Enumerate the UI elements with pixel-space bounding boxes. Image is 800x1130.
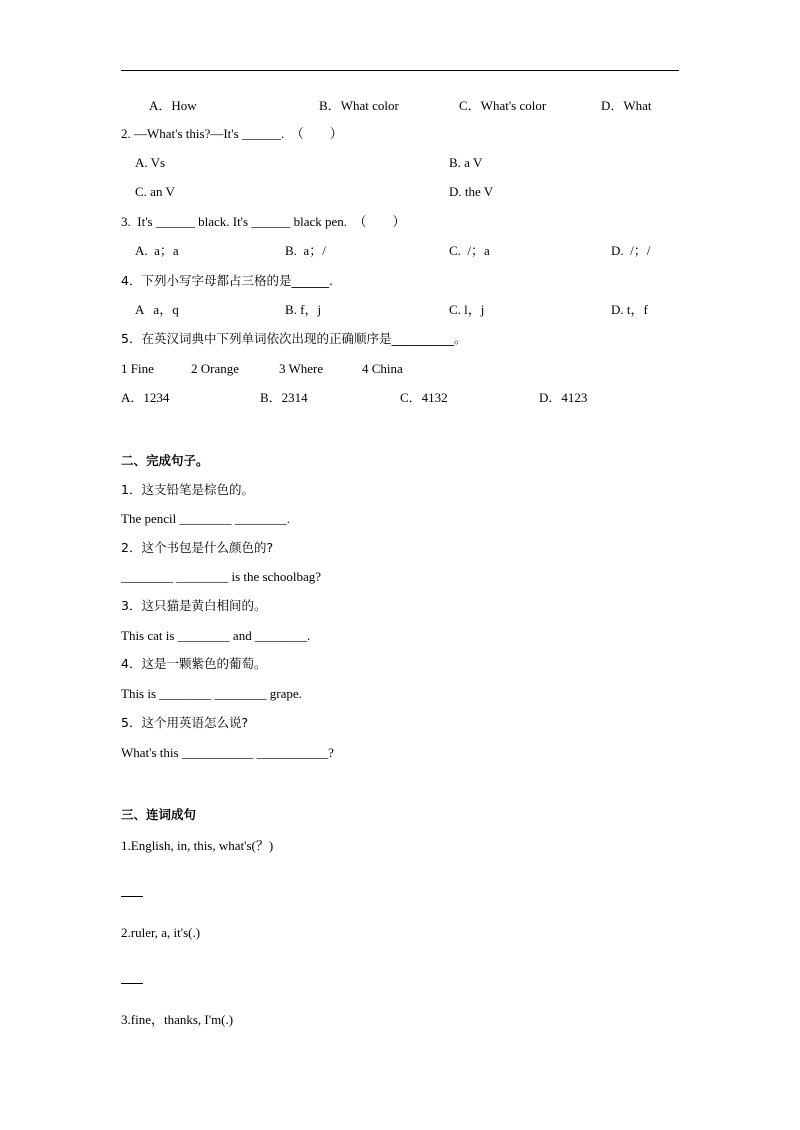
p2-item-1-chinese: 1．这支铅笔是棕色的。: [121, 482, 254, 497]
q5-option-a: A．1234: [121, 390, 170, 405]
p3-answer-line-1: [121, 896, 143, 897]
q4-option-c: C. l，j: [449, 302, 485, 317]
q4-option-d: D. t，f: [611, 302, 648, 317]
q3-option-d: D. /；/: [611, 243, 651, 258]
header-rule: [121, 70, 679, 71]
q3-option-b: B. a；/: [285, 243, 326, 258]
p2-item-5-chinese: 5．这个用英语怎么说?: [121, 715, 249, 730]
q5-option-c: C．4132: [400, 390, 448, 405]
q1-option-b: B．What color: [319, 98, 399, 113]
section-heading-word-order: 三、连词成句: [121, 807, 197, 822]
p2-item-5-english: What's this ___________ ___________?: [121, 745, 334, 760]
p2-item-4-chinese: 4．这是一颗紫色的葡萄。: [121, 656, 267, 671]
q2-option-d: D. the V: [449, 184, 494, 199]
p2-item-4-english: This is ________ ________ grape.: [121, 686, 302, 701]
q5-stem: 5．在英汉词典中下列单词依次出现的正确顺序是__________。: [121, 331, 467, 346]
p3-item-1: 1.English, in, this, what's(？): [121, 838, 274, 853]
p2-item-2-english: ________ ________ is the schoolbag?: [121, 569, 322, 584]
q5-option-d: D．4123: [539, 390, 588, 405]
q5-word-1: 1 Fine: [121, 361, 154, 376]
q1-option-a: A．How: [149, 98, 197, 113]
q2-stem: 2. —What's this?—It's ______. （ ）: [121, 126, 343, 141]
q4-option-b: B. f，j: [285, 302, 322, 317]
q2-option-c: C. an V: [135, 184, 175, 199]
p3-item-3: 3.fine，thanks, I'm(.): [121, 1012, 234, 1027]
p2-item-3-english: This cat is ________ and ________.: [121, 628, 311, 643]
p2-item-3-chinese: 3．这只猫是黄白相间的。: [121, 598, 267, 613]
p3-answer-line-2: [121, 983, 143, 984]
q2-option-a: A. Vs: [135, 155, 166, 170]
q5-word-2: 2 Orange: [191, 361, 240, 376]
q3-option-c: C. /；a: [449, 243, 490, 258]
q1-option-c: C．What's color: [459, 98, 547, 113]
q3-stem: 3. It's ______ black. It's ______ black pen. （ ）: [121, 214, 406, 229]
q4-stem: 4．下列小写字母都占三格的是______.: [121, 273, 333, 288]
p2-item-2-chinese: 2．这个书包是什么颜色的?: [121, 540, 274, 555]
section-heading-complete-sentences: 二、完成句子。: [121, 453, 209, 468]
p3-item-2: 2.ruler, a, it's(.): [121, 925, 201, 940]
q5-option-b: B．2314: [260, 390, 308, 405]
q5-word-4: 4 China: [362, 361, 403, 376]
p2-item-1-english: The pencil ________ ________.: [121, 511, 290, 526]
q4-option-a: A a，q: [135, 302, 179, 317]
q3-option-a: A. a；a: [135, 243, 179, 258]
q1-option-d: D．What: [601, 98, 652, 113]
q5-word-3: 3 Where: [279, 361, 324, 376]
q2-option-b: B. a V: [449, 155, 483, 170]
